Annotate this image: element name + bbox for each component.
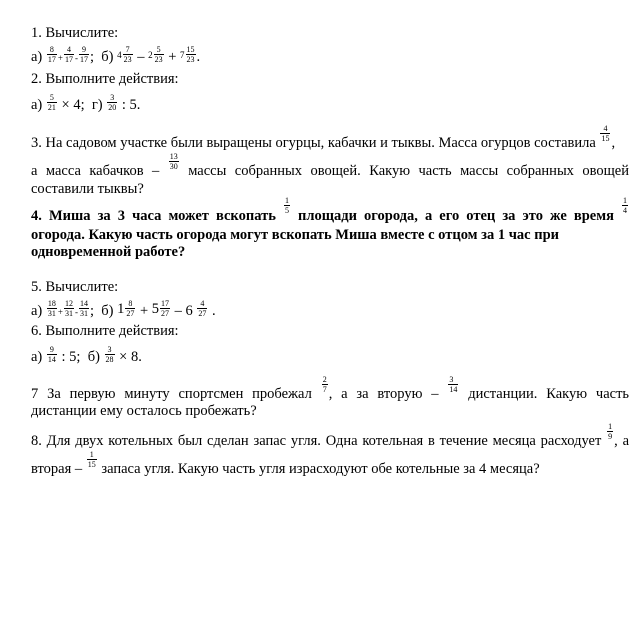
mixed-number: $^4$ $\frac{7}{23}$	[117, 45, 132, 65]
fraction: $\frac{3}{14}$	[449, 375, 458, 394]
task1-expressions: а) $\frac{8}{17}$ + $\frac{4}{17}$ - $\frac{9}{17}$ ; б) $^4$ $\frac{7}{23}$ – $^2$ $\frac{5}{23}$ + $^7$ $\frac{15}{23}$ .	[31, 48, 200, 67]
task6-expressions: а) $\frac{9}{14}$ : 5; б) $\frac{3}{28}$ × 8.	[31, 345, 142, 365]
task1-a-label: а)	[31, 49, 43, 65]
task8-line1: 8. Для двух котельных был сделан запас угля. Одна котельная в течение месяца расходует $\frac{1}{9}$ , а	[31, 422, 630, 449]
task6-title: 6. Выполните действия:	[31, 323, 179, 339]
fraction: $\frac{4}{17}$	[64, 45, 73, 65]
mixed-number: $^2$ $\frac{5}{23}$	[148, 45, 163, 65]
fraction: $\frac{9}{17}$	[79, 45, 88, 65]
fraction: $\frac{4}{15}$	[601, 124, 610, 143]
task3-line1: 3. На садовом участке были выращены огурцы, кабачки и тыквы. Масса огурцов составила $\frac{4}{15}$ ,	[31, 124, 616, 151]
task3-line3: составили тыквы?	[31, 181, 144, 197]
fraction: $\frac{3}{20}$	[108, 93, 117, 113]
task1-b-label: б)	[101, 49, 114, 65]
task5-expressions: а) $\frac{18}{31}$ + $\frac{12}{31}$ - $\frac{14}{31}$ ; б) 1 $\frac{8}{27}$ + 5 $\frac{17}{27}$ – 6 $\frac{4}{27}$ .	[31, 302, 216, 321]
task5-title: 5. Вычислите:	[31, 279, 119, 295]
fraction: $\frac{1}{4}$	[623, 196, 628, 215]
fraction: $\frac{18}{31}$	[47, 299, 56, 319]
fraction: $\frac{1}{9}$	[608, 422, 613, 441]
fraction: $\frac{1}{5}$	[284, 196, 289, 215]
task3-line2: а масса кабачков – $\frac{13}{30}$ массы собранных овощей. Какую часть массы собранных овощей	[31, 152, 630, 179]
task7-line1: 7 За первую минуту спортсмен пробежал $\frac{2}{7}$ , а за вторую – $\frac{3}{14}$ дистанции. Какую часть	[31, 375, 630, 402]
task2-title: 2. Выполните действия:	[31, 71, 179, 87]
mixed-number: $^7$ $\frac{15}{23}$	[180, 45, 195, 65]
task4-line1: 4. Миша за 3 часа может вскопать $\frac{1}{5}$ площади огорода, а его отец за это же время $\frac{1}{4}$	[31, 196, 628, 224]
fraction: $\frac{13}{30}$	[169, 152, 178, 171]
task4-line2: огорода. Какую часть огорода могут вскопать Миша вместе с отцом за 1 час при	[31, 227, 560, 243]
fraction: $\frac{5}{21}$	[47, 93, 56, 113]
task1-title: 1. Вычислите:	[31, 25, 119, 41]
fraction: $\frac{8}{17}$	[47, 45, 56, 65]
fraction: $\frac{2}{7}$	[322, 375, 327, 394]
fraction: $\frac{14}{31}$	[79, 299, 88, 319]
fraction: $\frac{12}{31}$	[64, 299, 73, 319]
fraction: $\frac{4}{27}$	[198, 299, 207, 319]
fraction: $\frac{3}{28}$	[105, 345, 114, 365]
task4-line3: одновременной работе?	[31, 244, 186, 260]
task8-line2: вторая – $\frac{1}{15}$ запаса угля. Какую часть угля израсходуют обе котельные за 4 месяца?	[31, 450, 540, 477]
mixed-number: 1 $\frac{8}{27}$	[117, 299, 135, 319]
task7-line2: дистанции ему осталось пробежать?	[31, 403, 257, 419]
fraction: $\frac{9}{14}$	[47, 345, 56, 365]
fraction: $\frac{1}{15}$	[87, 450, 96, 469]
task2-expressions: а) $\frac{5}{21}$ × 4; г) $\frac{3}{20}$ : 5.	[31, 93, 141, 113]
mixed-number: 5 $\frac{17}{27}$	[151, 299, 170, 319]
